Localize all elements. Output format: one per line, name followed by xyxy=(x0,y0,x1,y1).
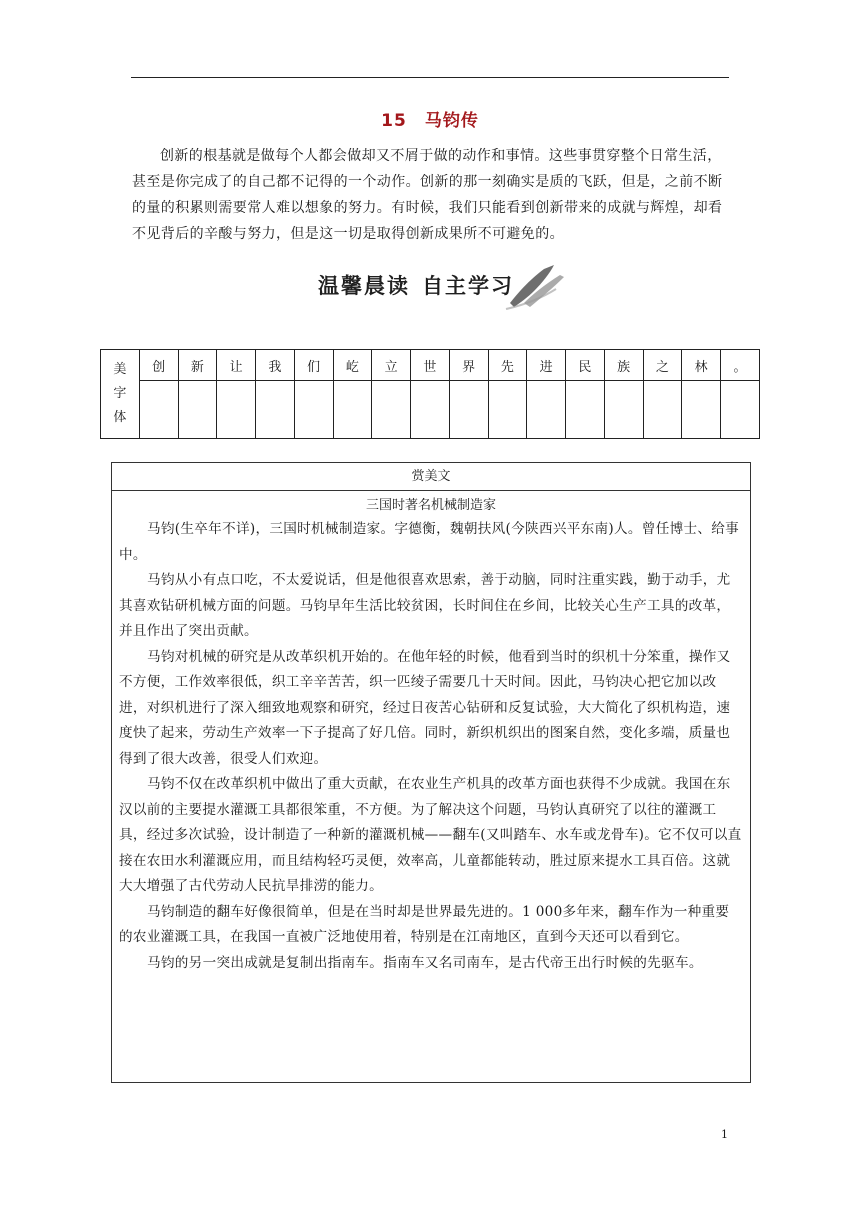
practice-cell[interactable] xyxy=(604,381,643,439)
article-header: 赏美文 xyxy=(112,463,750,491)
page-title xyxy=(0,106,860,131)
page-number: 1 xyxy=(721,1128,728,1141)
practice-cell[interactable] xyxy=(682,381,721,439)
model-char: 界 xyxy=(449,350,488,381)
article-paragraph: 马钧不仅在改革织机中做出了重大贡献，在农业生产机具的改革方面也获得不少成就。我国在东汉以前的主要提水灌溉工具都很笨重，不方便。为了解决这个问题，马钧认真研究了以往的灌溉工具，经过多次试验，设计制造了一种新的灌溉机械——翻车(又叫踏车、水车或龙骨车)。它不仅可以直接在农田水利灌溉应用，而且结构轻巧灵便，效率高，儿童都能转动，胜过原来提水工具百倍。这就大大增强了古代劳动人民抗旱排涝的能力。 xyxy=(119,776,742,894)
model-char: 先 xyxy=(488,350,527,381)
section-banner xyxy=(318,263,568,311)
handwriting-table xyxy=(100,349,760,439)
article-subtitle: 三国时著名机械制造家 xyxy=(365,498,496,513)
lesson-number: 15 xyxy=(381,111,407,131)
header-rule xyxy=(131,77,729,78)
model-char: 们 xyxy=(294,350,333,381)
practice-cell[interactable] xyxy=(294,381,333,439)
practice-cell[interactable] xyxy=(217,381,256,439)
practice-cell[interactable] xyxy=(721,381,760,439)
lesson-title: 马钧传 xyxy=(424,111,479,131)
practice-cell[interactable] xyxy=(256,381,295,439)
practice-cell[interactable] xyxy=(643,381,682,439)
model-char: 进 xyxy=(527,350,566,381)
label-char: 美 xyxy=(113,362,127,377)
practice-cell[interactable] xyxy=(333,381,372,439)
banner-part1: 温馨晨读 xyxy=(318,274,410,298)
practice-cell[interactable] xyxy=(449,381,488,439)
practice-cell[interactable] xyxy=(139,381,178,439)
practice-cell[interactable] xyxy=(566,381,605,439)
label-cell xyxy=(101,350,140,439)
practice-cell[interactable] xyxy=(488,381,527,439)
article-paragraph: 马钧对机械的研究是从改革织机开始的。在他年轻的时候，他看到当时的织机十分笨重，操作又不方便，工作效率很低，织工辛辛苦苦，织一匹绫子需要几十天时间。因此，马钧决心把它加以改进，对织机进行了深入细致地观察和研究，经过日夜苦心钻研和反复试验，大大简化了织机构造，速度快了起来，劳动生产效率一下子提高了好几倍。同时，新织机织出的图案自然，变化多端，质量也得到了很大改善，很受人们欢迎。 xyxy=(119,648,731,767)
practice-cell[interactable] xyxy=(372,381,411,439)
label-char: 体 xyxy=(113,410,127,425)
article-body xyxy=(112,517,750,976)
model-char: 族 xyxy=(604,350,643,381)
practice-cell[interactable] xyxy=(411,381,450,439)
model-char: 我 xyxy=(256,350,295,381)
model-char: 之 xyxy=(643,350,682,381)
brush-stroke-icon xyxy=(504,263,566,311)
practice-cell[interactable] xyxy=(178,381,217,439)
model-char: 新 xyxy=(178,350,217,381)
article-box xyxy=(111,462,751,1083)
article-paragraph: 马钧从小有点口吃，不太爱说话，但是他很喜欢思索，善于动脑，同时注重实践，勤于动手，尤其喜欢钻研机械方面的问题。马钧早年生活比较贫困，长时间住在乡间，比较关心生产工具的改革，并且作出了突出贡献。 xyxy=(119,572,731,639)
model-char: 让 xyxy=(217,350,256,381)
model-char: 立 xyxy=(372,350,411,381)
article-paragraph: 马钧的另一突出成就是复制出指南车。指南车又名司南车，是古代帝王出行时候的先驱车。 xyxy=(147,954,703,971)
article-paragraph: 马钧制造的翻车好像很简单，但是在当时却是世界最先进的。1 000多年来，翻车作为一种重要的农业灌溉工具，在我国一直被广泛地使用着，特别是在江南地区，直到今天还可以看到它。 xyxy=(119,903,730,945)
model-char: 创 xyxy=(139,350,178,381)
model-char: 屹 xyxy=(333,350,372,381)
practice-cell[interactable] xyxy=(527,381,566,439)
model-char: 世 xyxy=(411,350,450,381)
article-paragraph: 马钧(生卒年不详)，三国时机械制造家。字德衡，魏朝扶风(今陕西兴平东南)人。曾任博士、给事中。 xyxy=(119,521,740,563)
model-char: 。 xyxy=(721,350,760,381)
banner-part2: 自主学习 xyxy=(422,274,514,298)
model-char: 民 xyxy=(566,350,605,381)
intro-paragraph: 创新的根基就是做每个人都会做却又不屑于做的动作和事情。这些事贯穿整个日常生活，甚至是你完成了的自己都不记得的一个动作。创新的那一刻确实是质的飞跃，但是，之前不断的量的积累则需要常人难以想象的努力。有时候，我们只能看到创新带来的成就与辉煌，却看不见背后的辛酸与努力，但是这一切是取得创新成果所不可避免的。 xyxy=(132,148,723,242)
label-char: 字 xyxy=(113,386,127,401)
model-char: 林 xyxy=(682,350,721,381)
